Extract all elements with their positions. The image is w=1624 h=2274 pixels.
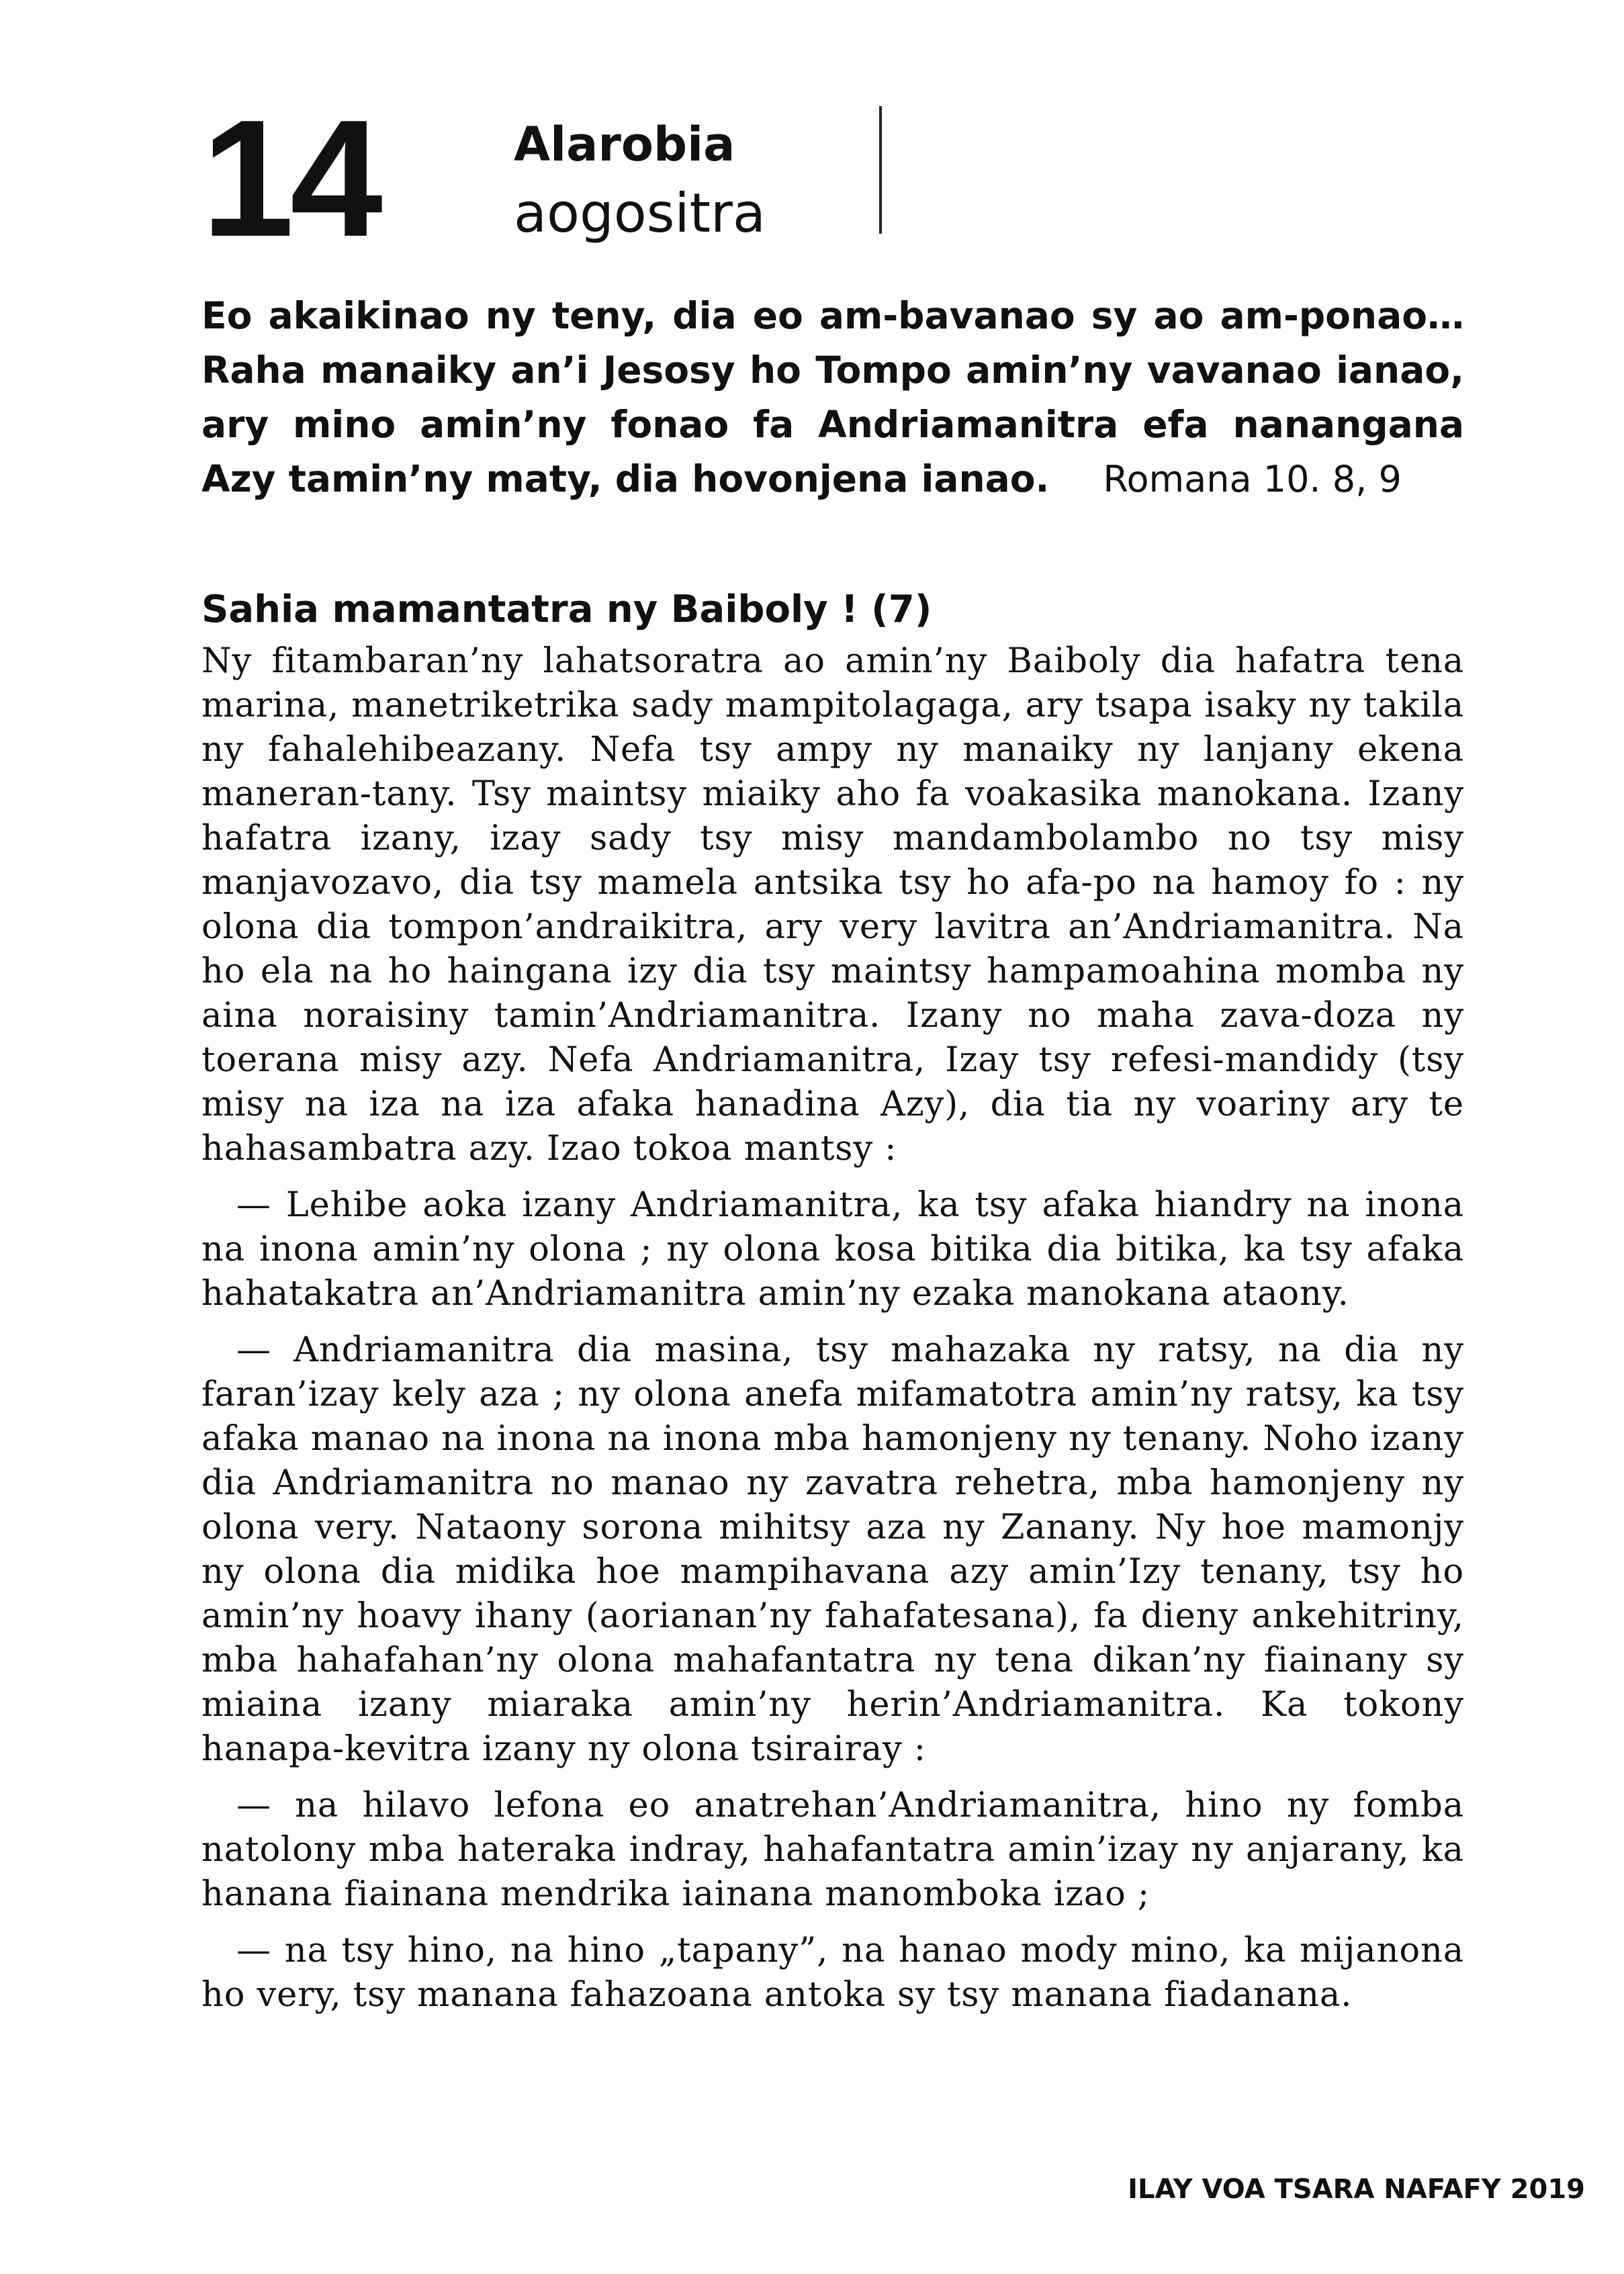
date-header [201, 85, 940, 271]
verse-text: Eo akaikinao ny teny, dia eo am-bavanao sy ao am-ponao… Raha manaiky an’i Jesosy ho Tompo amin’ny vavanao ianao, ary mino amin’ny fonao fa Andriamanitra efa nanangana Azy tamin’ny maty, dia hovonjena ianao. [201, 294, 1464, 500]
footer-publication: ILAY VOA TSARA NAFAFY 2019 [1128, 2174, 1585, 2205]
section-title: Sahia mamantatra ny Baiboly ! (7) [201, 588, 932, 631]
header-divider [879, 106, 882, 234]
body-text [201, 639, 1464, 2017]
body-paragraph: Ny fitambaran’ny lahatsoratra ao amin’ny Baiboly dia hafatra tena marina, manetriketrika sady mampitolagaga, ary tsapa isaky ny takila ny fahalehibeazany. Nefa tsy ampy ny manaiky ny lanjany ekena maneran-tany. Tsy maintsy miaiky aho fa voakasika manokana. Izany hafatra izany, izay sady tsy misy mandambolambo no tsy misy manjavozavo, dia tsy mamela antsika tsy ho afa-po na hamoy fo : ny olona dia tompon’andraikitra, ary very lavitra an’Andriamanitra. Na ho ela na ho haingana izy dia tsy maintsy hampamoahina momba ny aina noraisiny tamin’Andriamanitra. Izany no maha zava-doza ny toerana misy azy. Nefa Andriamanitra, Izay tsy refesi-mandidy (tsy misy na iza na iza afaka hanadina Azy), dia tia ny voariny ary te hahasambatra azy. Izao tokoa mantsy : [201, 641, 1464, 1169]
day-number: 14 [201, 85, 379, 271]
body-paragraph: — Lehibe aoka izany Andriamanitra, ka tsy afaka hiandry na inona na inona amin’ny olona ; ny olona kosa bitika dia bitika, ka tsy afaka hahatakatra an’Andriamanitra amin’ny ezaka manokana ataony. [201, 1185, 1464, 1314]
verse-reference: Romana 10. 8, 9 [1103, 458, 1402, 500]
month-label: aogositra [514, 182, 766, 244]
body-paragraph: — na hilavo lefona eo anatrehan’Andriamanitra, hino ny fomba natolony mba hateraka indray, hahafantatra amin’izay ny anjarany, ka hanana fiainana mendrika iainana manomboka izao ; [201, 1786, 1464, 1914]
body-paragraph: — Andriamanitra dia masina, tsy mahazaka ny ratsy, na dia ny faran’izay kely aza ; ny olona anefa mifamatotra amin’ny ratsy, ka tsy afaka manao na inona na inona mba hamonjeny ny tenany. Noho izany dia Andriamanitra no manao ny zavatra rehetra, mba hamonjeny ny olona very. Nataony sorona mihitsy aza ny Zanany. Ny hoe mamonjy ny olona dia midika hoe mampihavana azy amin’Izy tenany, tsy ho amin’ny hoavy ihany (aorianan’ny fahafatesana), fa dieny ankehitriny, mba hahafahan’ny olona mahafantatra ny tena dikan’ny fiainany sy miaina izany miaraka amin’ny herin’Andriamanitra. Ka tokony hanapa-kevitra izany ny olona tsirairay : [201, 1330, 1464, 1769]
body-paragraph: — na tsy hino, na hino „tapany”, na hanao mody mino, ka mijanona ho very, tsy manana fahazoana antoka sy tsy manana fiadanana. [201, 1931, 1464, 2015]
weekday-label: Alarobia [514, 117, 735, 172]
daily-verse [201, 289, 1464, 506]
